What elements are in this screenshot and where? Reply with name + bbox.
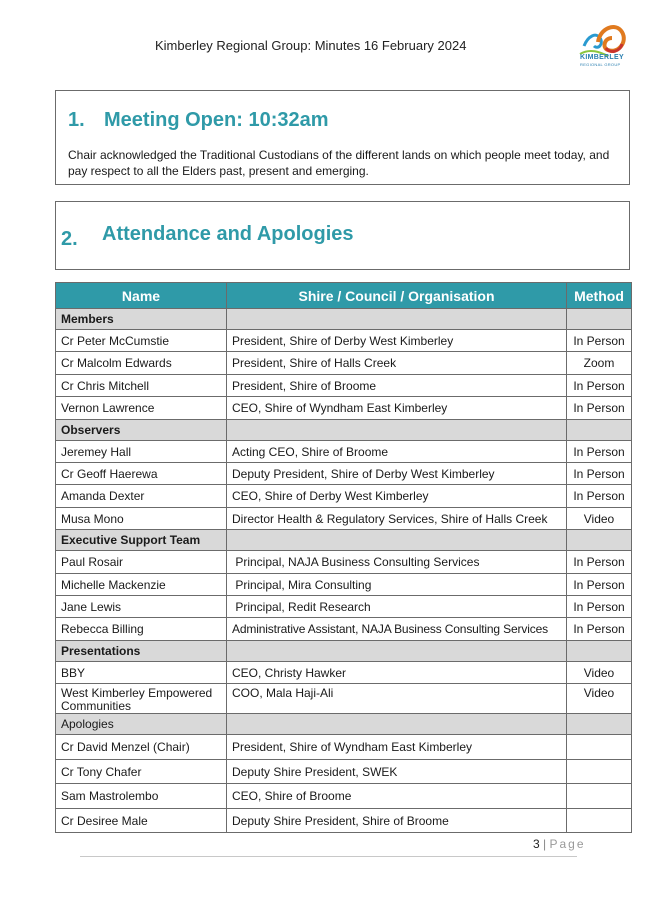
table-row: [56, 352, 632, 374]
attendee-name: Cr Chris Mitchell: [56, 374, 227, 396]
attendee-organisation: Administrative Assistant, NAJA Business Consulting Services: [227, 618, 567, 640]
attendee-organisation: CEO, Shire of Wyndham East Kimberley: [227, 397, 567, 419]
attendee-organisation: CEO, Christy Hawker: [227, 661, 567, 683]
attendance-method: In Person: [567, 618, 632, 640]
table-row: [56, 618, 632, 640]
table-row: [56, 507, 632, 529]
section-meeting-open: [55, 90, 630, 185]
table-row: [56, 684, 632, 714]
attendee-organisation: Deputy Shire President, Shire of Broome: [227, 808, 567, 833]
attendance-method: [567, 759, 632, 784]
attendee-name: Jane Lewis: [56, 595, 227, 617]
table-row: [56, 573, 632, 595]
attendee-organisation: Deputy President, Shire of Derby West Kimberley: [227, 462, 567, 484]
attendee-organisation: President, Shire of Wyndham East Kimberley: [227, 735, 567, 760]
table-row: [56, 595, 632, 617]
page-number-value: 3: [533, 837, 540, 851]
attendance-method: [567, 808, 632, 833]
attendee-organisation: President, Shire of Halls Creek: [227, 352, 567, 374]
attendance-method: In Person: [567, 551, 632, 573]
attendee-organisation: COO, Mala Haji-Ali: [227, 684, 567, 714]
attendance-method: In Person: [567, 330, 632, 352]
attendance-method: Video: [567, 507, 632, 529]
page-word: Page: [549, 837, 586, 851]
attendee-name: West Kimberley Empowered Communities: [56, 684, 227, 714]
section-attendance: [55, 201, 630, 270]
attendee-organisation: CEO, Shire of Broome: [227, 784, 567, 809]
section-row-members: [56, 309, 632, 330]
attendance-method: [567, 784, 632, 809]
attendance-method: Video: [567, 661, 632, 683]
table-row: [56, 661, 632, 683]
table-row: [56, 808, 632, 833]
table-row: [56, 735, 632, 760]
attendee-name: Cr Tony Chafer: [56, 759, 227, 784]
attendee-name: Cr Desiree Male: [56, 808, 227, 833]
acknowledgement-paragraph: Chair acknowledged the Traditional Custodians of the different lands on which people meet today, and pay respect to all the Elders past, present and emerging.: [68, 148, 610, 178]
attendance-method: Zoom: [567, 352, 632, 374]
section-row-apologies: [56, 714, 632, 735]
table-row: [56, 784, 632, 809]
attendee-organisation: Principal, Redit Research: [227, 595, 567, 617]
attendance-method: In Person: [567, 462, 632, 484]
attendee-name: Cr David Menzel (Chair): [56, 735, 227, 760]
table-row: [56, 397, 632, 419]
attendee-name: Sam Mastrolembo: [56, 784, 227, 809]
column-header-name: Name: [56, 283, 227, 309]
page-separator: |: [543, 837, 547, 851]
attendance-method: Video: [567, 684, 632, 714]
attendee-name: Michelle Mackenzie: [56, 573, 227, 595]
attendance-method: In Person: [567, 440, 632, 462]
section-2-number: 2.: [61, 228, 78, 250]
attendee-organisation: Deputy Shire President, SWEK: [227, 759, 567, 784]
table-row: [56, 485, 632, 507]
logo-wordmark: KIMBERLEY: [580, 54, 624, 61]
logo-subtitle: REGIONAL GROUP: [580, 62, 621, 67]
attendee-organisation: President, Shire of Derby West Kimberley: [227, 330, 567, 352]
section-1-heading: [68, 109, 329, 132]
section-row-executive-support: [56, 530, 632, 551]
attendee-name: Cr Malcolm Edwards: [56, 352, 227, 374]
attendance-method: In Person: [567, 595, 632, 617]
table-row: [56, 440, 632, 462]
column-header-organisation: Shire / Council / Organisation: [227, 283, 567, 309]
section-label: Members: [56, 309, 227, 330]
footer-divider: [80, 856, 577, 857]
attendance-table: [55, 282, 632, 833]
table-header-row: [56, 283, 632, 309]
attendee-name: Musa Mono: [56, 507, 227, 529]
attendance-method: In Person: [567, 573, 632, 595]
table-row: [56, 330, 632, 352]
section-label: Presentations: [56, 640, 227, 661]
section-row-presentations: [56, 640, 632, 661]
table-row: [56, 374, 632, 396]
table-row: [56, 759, 632, 784]
attendance-method: In Person: [567, 397, 632, 419]
attendee-organisation: CEO, Shire of Derby West Kimberley: [227, 485, 567, 507]
attendee-name: Jeremey Hall: [56, 440, 227, 462]
section-row-observers: [56, 419, 632, 440]
section-1-number: 1.: [68, 109, 85, 131]
attendee-organisation: Acting CEO, Shire of Broome: [227, 440, 567, 462]
attendee-name: Cr Peter McCumstie: [56, 330, 227, 352]
attendance-method: In Person: [567, 374, 632, 396]
attendee-organisation: Principal, NAJA Business Consulting Services: [227, 551, 567, 573]
section-1-title: Meeting Open: 10:32am: [104, 109, 329, 131]
attendee-organisation: Director Health & Regulatory Services, Shire of Halls Creek: [227, 507, 567, 529]
attendance-method: In Person: [567, 485, 632, 507]
section-label: Apologies: [56, 714, 227, 735]
attendee-name: Amanda Dexter: [56, 485, 227, 507]
attendee-name: BBY: [56, 661, 227, 683]
document-header-title: Kimberley Regional Group: Minutes 16 February 2024: [155, 38, 467, 53]
attendee-organisation: Principal, Mira Consulting: [227, 573, 567, 595]
section-label: Observers: [56, 419, 227, 440]
column-header-method: Method: [567, 283, 632, 309]
attendee-name: Vernon Lawrence: [56, 397, 227, 419]
attendee-name: Cr Geoff Haerewa: [56, 462, 227, 484]
table-row: [56, 551, 632, 573]
section-label: Executive Support Team: [56, 530, 227, 551]
attendee-name: Rebecca Billing: [56, 618, 227, 640]
section-2-title: Attendance and Apologies: [102, 223, 354, 245]
table-row: [56, 462, 632, 484]
attendance-method: [567, 735, 632, 760]
attendee-organisation: President, Shire of Broome: [227, 374, 567, 396]
attendee-name: Paul Rosair: [56, 551, 227, 573]
page-number: [533, 837, 586, 851]
